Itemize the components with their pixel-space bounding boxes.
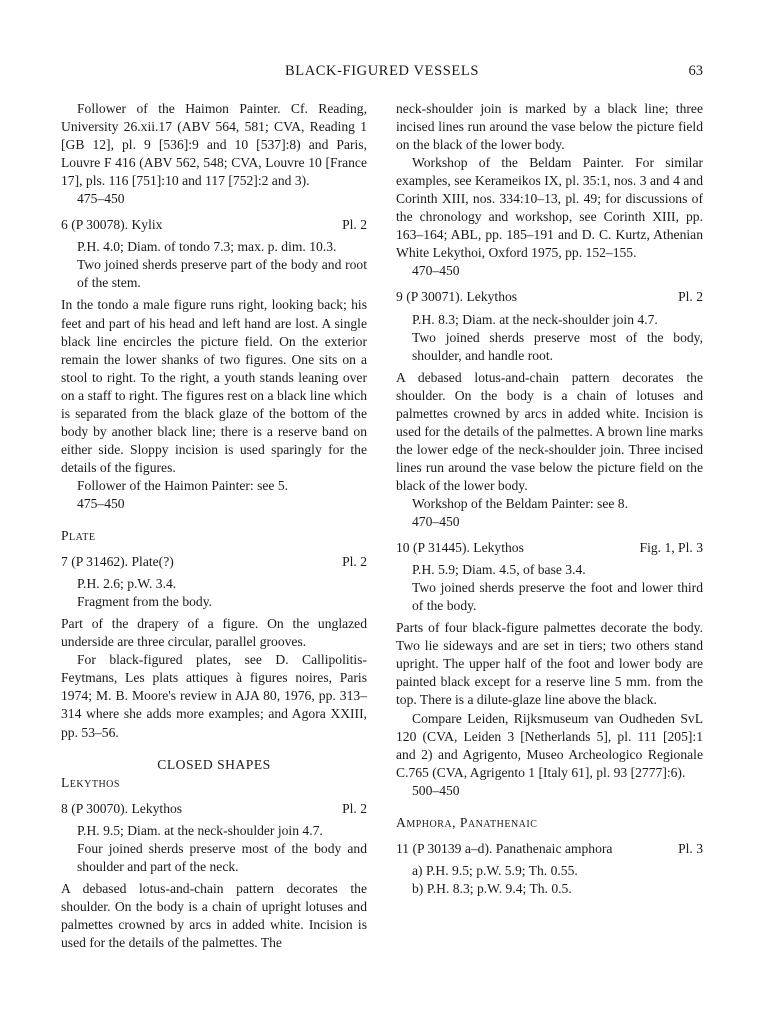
entry-7-dimensions: P.H. 2.6; p.W. 3.4. [77,576,177,592]
entry-10-date: 500–450 [412,782,460,798]
intro-paragraph: Follower of the Haimon Painter. Cf. Reading, University 26.xii.17 (ABV 564, 581; CVA, Reading 1 [GB 12], pl. 9 [536]:9 and 10 [537]:8) and Paris, Louvre F 416 (ABV 562, 548; CVA, Louvre 10 [France 17], pls. 116 [751]:10 and 117 [752]:2 and 3). [61,101,367,189]
section-heading-plate: Plate [61,528,96,544]
entry-10-preservation: Two joined sherds preserve the foot and lower third of the body. [412,580,703,614]
entry-6-description: In the tondo a male figure runs right, looking back; his feet and part of his head and left hand are lost. A single black line encircles the picture field. On the exterior remain the lower shanks of two figures. One sits on a stool to right. To the right, a youth stands leaning over on a staff to right. The figures rest on a black line which is separated from the black glaze of the bottom of the body by another black line; there is a reserve band on either side. Sloppy incision is used sparingly for the details of the figures. [61,297,367,475]
entry-10-heading [396,539,703,557]
entry-6-date: 475–450 [77,495,125,511]
section-heading-closed-shapes: CLOSED SHAPES [157,756,271,772]
entry-7-plate: Pl. 2 [342,554,367,570]
entry-11-fragment-a: a) P.H. 9.5; p.W. 5.9; Th. 0.55. [412,862,578,878]
entry-9-description: A debased lotus-and-chain pattern decorates the shoulder. On the body is a chain of lotuses and palmettes crowned by arcs in added white. Incision is used for the details of the palmettes. A brown line marks the lower edge of the neck-shoulder join. Three incised lines run around the vase below the picture field on the black of the lower body. [396,369,703,493]
entry-11-plate: Pl. 3 [678,840,703,856]
entry-6-attribution: Follower of the Haimon Painter: see 5. [77,477,289,493]
entry-8-description-continued: neck-shoulder join is marked by a black line; three incised lines run around the vase below the picture field on the black of the lower body. [396,101,703,153]
entry-6-heading [61,216,367,234]
intro-date: 475–450 [77,191,125,207]
entry-9-date: 470–450 [412,514,460,530]
entry-10-dimensions: P.H. 5.9; Diam. 4.5, of base 3.4. [412,562,586,578]
entry-11-fragment-b: b) P.H. 8.3; p.W. 9.4; Th. 0.5. [412,880,572,896]
entry-9-heading [396,288,703,306]
entry-8-heading [61,800,367,818]
section-heading-lekythos: Lekythos [61,774,120,790]
entry-6-dimensions: P.H. 4.0; Diam. of tondo 7.3; max. p. dim. 10.3. [77,239,337,255]
running-title: BLACK-FIGURED VESSELS [284,63,479,79]
right-column [396,100,703,898]
entry-7-title: 7 (P 31462). Plate(?) [61,554,174,570]
entry-8-note: Workshop of the Beldam Painter. For similar examples, see Kerameikos IX, pl. 35:1, nos. 3 and 4 and Corinth XIII, nos. 334:10–13, pl. 49; for discussions of the chronology and workshop, see Corinth XIII, pp. 163–164; ABL, pp. 185–191 and D. C. Kurtz, Athenian White Lekythoi, Oxford 1975, pp. 152–155. [396,155,703,261]
entry-8-title: 8 (P 30070). Lekythos [61,800,183,816]
entry-11-heading [396,840,703,858]
entry-6-title: 6 (P 30078). Kylix [61,217,163,233]
section-heading-amphora: Amphora, Panathenaic [396,814,538,830]
entry-9-plate: Pl. 2 [678,289,703,305]
entry-8-dimensions: P.H. 9.5; Diam. at the neck-shoulder join 4.7. [77,822,323,838]
entry-8-date: 470–450 [412,263,460,279]
entry-6-preservation: Two joined sherds preserve part of the body and root of the stem. [77,257,367,291]
entry-10-plate: Fig. 1, Pl. 3 [639,540,703,556]
entry-11-title: 11 (P 30139 a–d). Panathenaic amphora [396,840,613,856]
entry-8-description: A debased lotus-and-chain pattern decorates the shoulder. On the body is a chain of upright lotuses and palmettes crowned by arcs in added white. Incision is used for the details of the palmettes. The [61,880,367,950]
left-column [61,100,367,952]
entry-9-preservation: Two joined sherds preserve most of the body, shoulder, and handle root. [412,329,703,363]
entry-7-note: For black-figured plates, see D. Callipolitis-Feytmans, Les plats attiques à figures noires, Paris 1974; M. B. Moore's review in AJA 80, 1976, pp. 313–314 where she adds more examples; and Agora XXIII, pp. 53–56. [61,652,367,740]
entry-9-dimensions: P.H. 8.3; Diam. at the neck-shoulder join 4.7. [412,311,658,327]
entry-7-heading [61,553,367,571]
entry-10-note: Compare Leiden, Rijksmuseum van Oudheden SvL 120 (CVA, Leiden 3 [Netherlands 5], pl. 111 [205]:1 and 2) and Agrigento, Museo Archeologico Regionale C.765 (CVA, Agrigento 1 [Italy 61], pl. 93 [2777]:6). [396,710,703,780]
entry-8-plate: Pl. 2 [342,800,367,816]
entry-9-title: 9 (P 30071). Lekythos [396,289,518,305]
page-number: 63 [688,63,703,79]
entry-9-attribution: Workshop of the Beldam Painter: see 8. [412,495,628,511]
entry-8-preservation: Four joined sherds preserve most of the body and shoulder and part of the neck. [77,840,367,874]
entry-10-title: 10 (P 31445). Lekythos [396,540,524,556]
entry-7-description: Part of the drapery of a figure. On the unglazed underside are three circular, parallel grooves. [61,616,367,650]
running-header [61,63,703,83]
entry-7-preservation: Fragment from the body. [77,594,213,610]
entry-10-description: Parts of four black-figure palmettes decorate the body. Two lie sideways and are set in tiers; two others stand upright. The upper half of the foot and lower body are painted black except for a reserve line 5 mm. from the top. There is a dilute-glaze line above the black. [396,620,703,708]
entry-6-plate: Pl. 2 [342,217,367,233]
